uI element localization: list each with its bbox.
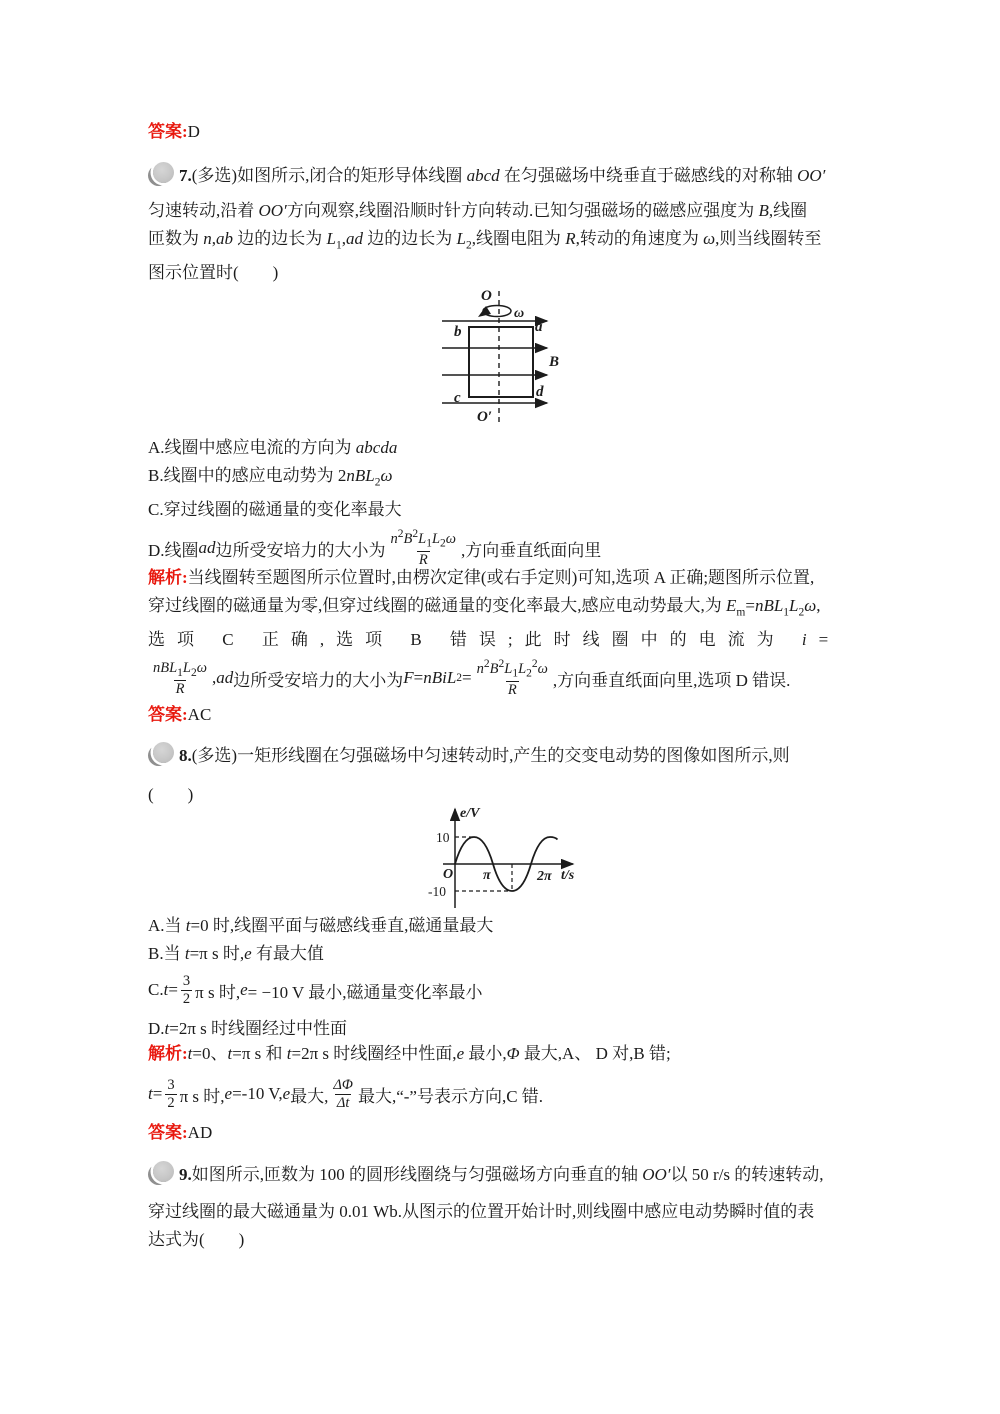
y-axis-label: e/V <box>460 806 480 821</box>
question-7-line-2: 匀速转动,沿着 OO′方向观察,线圈沿顺时针方向转动.已知匀强磁场的磁感应强度为 B,线圈 <box>148 201 808 220</box>
analysis-7-line-2: 穿过线圈的磁通量为零,但穿过线圈的磁通量的变化率最大,感应电动势最大,为 $E_m=nBL_1L_2\omega$, <box>148 596 821 619</box>
corner-d-label: d <box>536 384 544 400</box>
option-7-D: D.线圈 ad 边所受安培力的大小为 $\frac{n^2B^2L_1L_2\omega}{R}$ ,方向垂直纸面向里 <box>148 528 602 569</box>
question-9-line-3: 达式为( ) <box>148 1230 245 1249</box>
option-8-B: B.当 t=π s 时,e 有最大值 <box>148 944 324 963</box>
x-axis-label: t/s <box>561 868 575 883</box>
question-7-line-3: 匝数为 n,ab 边的边长为 $L_1,ad$ 边的边长为 $L_2$,线圈电阻为 R,转动的角速度为 ω,则当线圈转至 <box>148 229 822 252</box>
axis-bottom-label: O′ <box>477 409 493 425</box>
question-8-analysis <box>148 1040 671 1116</box>
y-min-tick-label: -10 <box>428 884 446 899</box>
question-7-options <box>148 434 601 570</box>
analysis-7-line-4: $\frac{nBL_1L_2\omega}{R}$ , ad 边所受安培力的大小为 F = nBiL 2 = $\frac{n^2B^2L_1L_2^2\omega}{R}$ ,方向垂直纸面向里,选项 D 错误. <box>153 658 791 699</box>
question-9-line-2: 穿过线圈的最大磁通量为 0.01 Wb.从图示的位置开始计时,则线圈中感应电动势瞬时值的表 <box>148 1202 815 1221</box>
origin-label: O <box>443 867 454 882</box>
question-7-line-4: 图示位置时( ) <box>148 263 279 283</box>
answer-line-q7 <box>148 701 211 729</box>
answer-text: 答案:D <box>148 122 200 141</box>
question-8-stem-text-1: 8.(多选)一矩形线圈在匀强磁场中匀速转动时,产生的交变电动势的图像如图所示,则 <box>179 746 790 765</box>
question-7-analysis <box>148 564 840 700</box>
question-9-line-1 <box>148 1161 824 1189</box>
option-7-C: C.穿过线圈的磁通量的变化率最大 <box>148 500 402 520</box>
worksheet-content <box>148 118 874 1318</box>
option-8-C: C. t = $\frac{3}{2}$ π s 时, e = −10 V 最小,磁通量变化率最小 <box>148 972 483 1007</box>
analysis-8-line-2: t = $\frac{3}{2}$ π s 时, e =-10 V, e 最大, $\frac{\Delta\Phi}{\Delta t}$ 最大,“-”号表示方向,C 错. <box>148 1076 544 1111</box>
question-bullet-icon <box>148 162 177 186</box>
question-8-line-2: ( ) <box>148 785 194 804</box>
question-8-options <box>148 912 493 1043</box>
question-8-stem <box>148 742 790 809</box>
option-7-A: A.线圈中感应电流的方向为 abcda <box>148 438 398 457</box>
q8-emf-graph <box>415 800 587 912</box>
analysis-7-line-1: 解析:当线圈转至题图所示位置时,由楞次定律(或右手定则)可知,选项 A 正确;题图所示位置, <box>148 568 815 587</box>
question-7-stem-text-1: 7.(多选)如图所示,闭合的矩形导体线圈 abcd 在匀强磁场中绕垂直于磁感线的对称轴 OO′ <box>179 166 826 185</box>
answer-line-q8 <box>148 1119 212 1147</box>
corner-b-label: b <box>454 324 462 340</box>
coil-rectangle <box>469 327 533 397</box>
corner-c-label: c <box>454 390 461 406</box>
question-9-stem-text-1: 9.如图所示,匝数为 100 的圆形线圈绕与匀强磁场方向垂直的轴 OO′以 50 r/s 的转速转动, <box>179 1165 824 1184</box>
analysis-8-line-1: 解析:t=0、t=π s 和 t=2π s 时线圈经中性面,e 最小,Φ 最大,A、 D 对,B 错; <box>148 1044 671 1063</box>
answer-text: 答案:AD <box>148 1123 213 1142</box>
question-9-stem <box>148 1161 824 1254</box>
two-pi-tick-label: 2π <box>537 869 552 884</box>
option-8-A: A.当 t=0 时,线圈平面与磁感线垂直,磁通量最大 <box>148 916 494 935</box>
question-7-stem <box>148 162 825 287</box>
field-B-label: B <box>549 354 560 370</box>
answer-text: 答案:AC <box>148 705 212 724</box>
pi-tick-label: π <box>483 868 491 883</box>
question-bullet-icon <box>148 1161 177 1185</box>
corner-a-label: a <box>535 319 543 335</box>
option-7-B: B.线圈中的感应电动势为 2nBL$_2$ω <box>148 466 393 489</box>
answer-line-q6 <box>148 118 200 146</box>
omega-label: ω <box>514 306 525 321</box>
q7-coil-diagram <box>437 284 567 426</box>
axis-top-label: O <box>481 288 492 304</box>
question-7-line-1 <box>148 162 825 190</box>
question-8-line-1 <box>148 742 790 770</box>
option-8-D: D.t=2π s 时线圈经过中性面 <box>148 1019 348 1038</box>
question-bullet-icon <box>148 742 177 766</box>
y-max-tick-label: 10 <box>436 830 450 845</box>
analysis-7-line-3: 选项 C 正确,选项 B 错误;此时线圈中的电流为 i= <box>148 630 841 650</box>
